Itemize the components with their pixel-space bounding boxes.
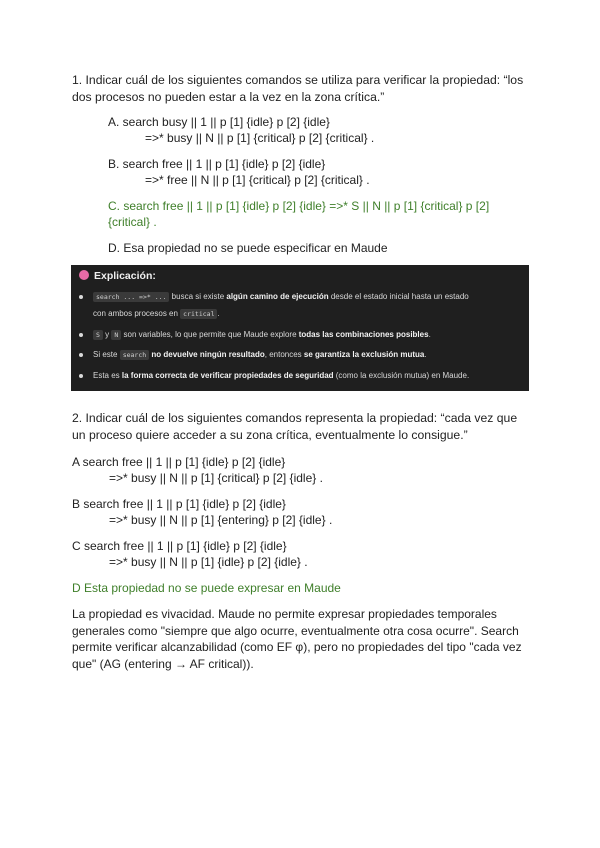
code-s: S	[93, 330, 103, 340]
q2-option-c-line2: =>* busy || N || p [1] {idle} p [2] {idle} .	[109, 555, 308, 569]
q1-option-a-line1: A. search busy || 1 || p [1] {idle} p [2] {idle}	[108, 115, 330, 129]
code-n: N	[111, 330, 121, 340]
q2-option-d-correct: D Esta propiedad no se puede expresar en Maude	[72, 581, 341, 595]
q1-option-b-line2: =>* free || N || p [1] {critical} p [2] {critical} .	[145, 173, 370, 187]
explanation-panel: Explicación: search ... =>* ... busca si existe algún camino de ejecución desde el estado inicial hasta un estado con ambos procesos en critical . S y N son variables, lo que permite que Maude explore todas las combinaciones posibles. Si este search no devuelve ningún resultado, entonces se garantiza la exclusión mutua. Esta es la forma correcta de verificar propiedades de seguridad (como la exclusión mutua) en Maude.	[71, 265, 529, 391]
q1-option-b-line1: B. search free || 1 || p [1] {idle} p [2] {idle}	[108, 157, 326, 171]
bullet-dot-icon	[79, 333, 83, 337]
code-search: search ... =>* ...	[93, 292, 169, 302]
q2-option-a-line2: =>* busy || N || p [1] {critical} p [2] {idle} .	[109, 471, 323, 485]
code-critical: critical	[180, 309, 217, 319]
bullet-dot-icon	[79, 295, 83, 299]
q1-option-d: D. Esa propiedad no se puede especificar en Maude	[108, 241, 388, 255]
code-search-2: search	[120, 350, 149, 360]
q1-question: 1. Indicar cuál de los siguientes comandos se utiliza para verificar la propiedad: “los dos procesos no pueden estar a la vez en la zona crítica.”	[72, 73, 524, 104]
q1-option-c-correct: C. search free || 1 || p [1] {idle} p [2] {idle} =>* S || N || p [1] {critical} p [2] {critical} .	[108, 199, 490, 229]
q2-option-a-line1: A search free || 1 || p [1] {idle} p [2] {idle}	[72, 455, 286, 469]
brain-icon	[79, 270, 89, 280]
bullet-dot-icon	[79, 353, 83, 357]
q2-answer-note: La propiedad es vivacidad. Maude no permite expresar propiedades temporales generales como "siempre que algo ocurre, eventualmente otra cosa ocurre". Search permite verificar alcanzabilidad (como EF φ), pero no propiedades del tipo "cada vez que" (AG (entering → AF critical)).	[72, 607, 522, 671]
q2-option-b-line2: =>* busy || N || p [1] {entering} p [2] {idle} .	[109, 513, 333, 527]
q2-option-b-line1: B search free || 1 || p [1] {idle} p [2] {idle}	[72, 497, 286, 511]
q2-question: 2. Indicar cuál de los siguientes comandos representa la propiedad: “cada vez que un proceso quiere acceder a su zona crítica, eventualmente lo consigue.”	[72, 411, 518, 442]
q1-option-a-line2: =>* busy || N || p [1] {critical} p [2] {critical} .	[145, 131, 375, 145]
q2-option-c-line1: C search free || 1 || p [1] {idle} p [2] {idle}	[72, 539, 287, 553]
explanation-title: Explicación:	[79, 269, 156, 283]
bullet-dot-icon	[79, 374, 83, 378]
